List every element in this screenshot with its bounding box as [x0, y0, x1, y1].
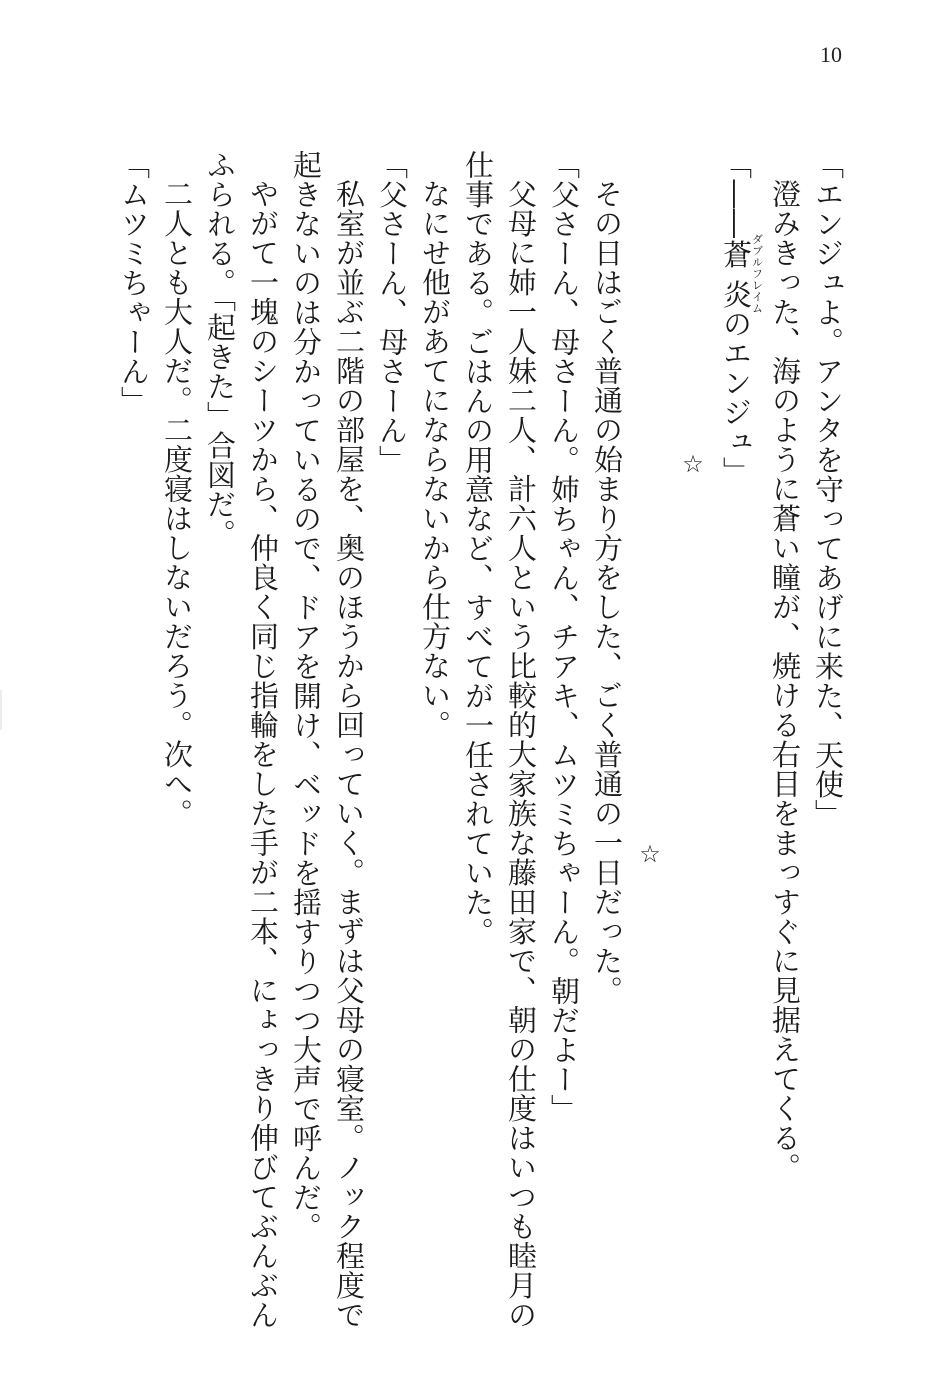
- text-line: 二人とも大人だ。二度寝はしないだろう。次へ。: [160, 179, 194, 828]
- text-line: 私室が並ぶ二階の部屋を、奥のほうから回っていく。まずは父母の寝室。ノック程度で: [332, 179, 366, 1330]
- text-line: 澄みきった、海のように蒼い瞳が、焼ける右目をまっすぐに見据えてくる。: [768, 179, 802, 1182]
- section-break-star: ☆: [636, 840, 664, 869]
- page-number: 10: [820, 42, 842, 67]
- text-line: 仕事である。ごはんの用意など、すべてが一任されていた。: [461, 150, 495, 947]
- ruby-suffix: のエンジュ」: [719, 309, 753, 486]
- text-line: ふられる。「起きた」合図だ。: [203, 150, 237, 549]
- text-line: その日はごく普通の始まり方をした、ごく普通の一日だった。: [590, 179, 624, 1005]
- ruby-reading: ダブルフレイム: [750, 233, 764, 314]
- text-line: 父母に姉一人妹二人、計六人という比較的大家族な藤田家で、朝の仕度はいつも睦月の: [504, 179, 538, 1330]
- ruby-base: 蒼炎: [719, 233, 753, 314]
- text-line: 「父さーん、母さーん。姉ちゃん、チアキ、ムツミちゃーん。朝だよー」: [547, 150, 581, 1124]
- dash-prefix: 「――: [719, 150, 753, 239]
- text-line: なにせ他があてにならないから仕方ない。: [418, 179, 452, 740]
- ruby-word: [719, 233, 764, 314]
- page-edge-shadow: [0, 690, 2, 730]
- section-break-star: ☆: [679, 450, 707, 479]
- text-line: やがて一塊のシーツから、仲良く同じ指輪をした手が二本、にょっきり伸びてぶんぶん: [246, 179, 280, 1330]
- vertical-text-body: [112, 150, 849, 1330]
- text-line: 「父さーん、母さーん」: [375, 150, 409, 475]
- text-line-with-ruby: [714, 150, 763, 1310]
- text-line: 「エンジュよ。アンタを守ってあげに来た、天使」: [811, 150, 845, 829]
- text-line: 起きないのは分かっているので、ドアを開け、ベッドを揺すりつつ大声で呼んだ。: [289, 150, 323, 1242]
- text-line: 「ムツミちゃーん」: [117, 150, 151, 416]
